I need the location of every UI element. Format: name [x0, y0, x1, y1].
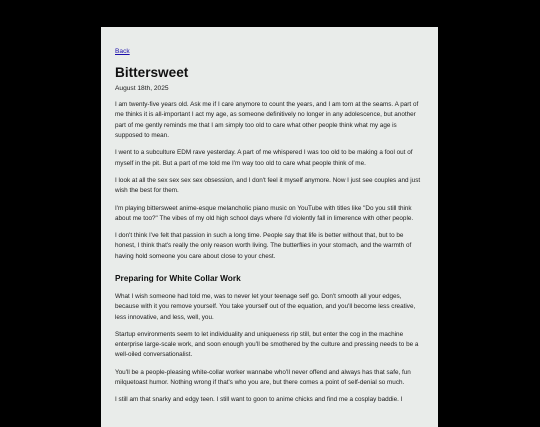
paragraph: Startup environments seem to let individuality and uniqueness rip still, but enter the cog in the machine enterprise large-scale work, and soon enough you'll be smothered by the culture and pressing needs to be a well-oiled conversationalist.: [115, 330, 419, 359]
paragraph: I don't think I've felt that passion in such a long time. People say that life is better without that, but to be honest, I think that's really the only reason worth living. The butterflies in your stomach, and the warmth of having hold someone you care about close to your chest.: [115, 232, 412, 260]
paragraph: I am twenty-five years old. Ask me if I care anymore to count the years, and I am torn at the seams. A part of me thinks it is all-important I act my age, as someone definitively no longer in any adolescence, but another part of me gently reminds me that I am simply too old to care what other people think what my age is supposed to mean.: [115, 101, 419, 140]
paragraph: What I wish someone had told me, was to never let your teenage self go. Don't smooth all your edges, because with it you remove yourself. You take yourself out of the equation, and you'll become less creative, less innovative, and less, well, you.: [115, 292, 416, 321]
section-heading: Preparing for White Collar Work: [115, 273, 241, 283]
article-panel: [101, 27, 438, 427]
paragraph: I look at all the sex sex sex sex obsession, and I don't feel it myself anymore. Now I just see couples and just wish the best for them.: [115, 176, 421, 195]
paragraph: I'm playing bittersweet anime-esque melancholic piano music on YouTube with titles like "Do you still think about me too?" The vibes of my old high school days where I'd violently fall in limerence with other people.: [115, 204, 414, 222]
post-date: August 18th, 2025: [115, 84, 169, 92]
paragraph: I went to a subculture EDM rave yesterday. A part of me whispered I was too old to be making a fool out of myself in the pit. But a part of me told me I'm way too old to care what people think of me.: [115, 149, 413, 167]
post-title: Bittersweet: [115, 64, 189, 80]
back-link[interactable]: Back: [115, 48, 130, 55]
paragraph: You'll be a people-pleasing white-collar worker wannabe who'll never offend and always has that safe, fun milquetoast humor. Nothing wrong if that's who you are, but there comes a point of self-denial so much.: [115, 368, 411, 387]
paragraph: I still am that snarky and edgy teen. I still want to goon to anime chicks and find me a cosplay baddie. I: [115, 396, 403, 404]
